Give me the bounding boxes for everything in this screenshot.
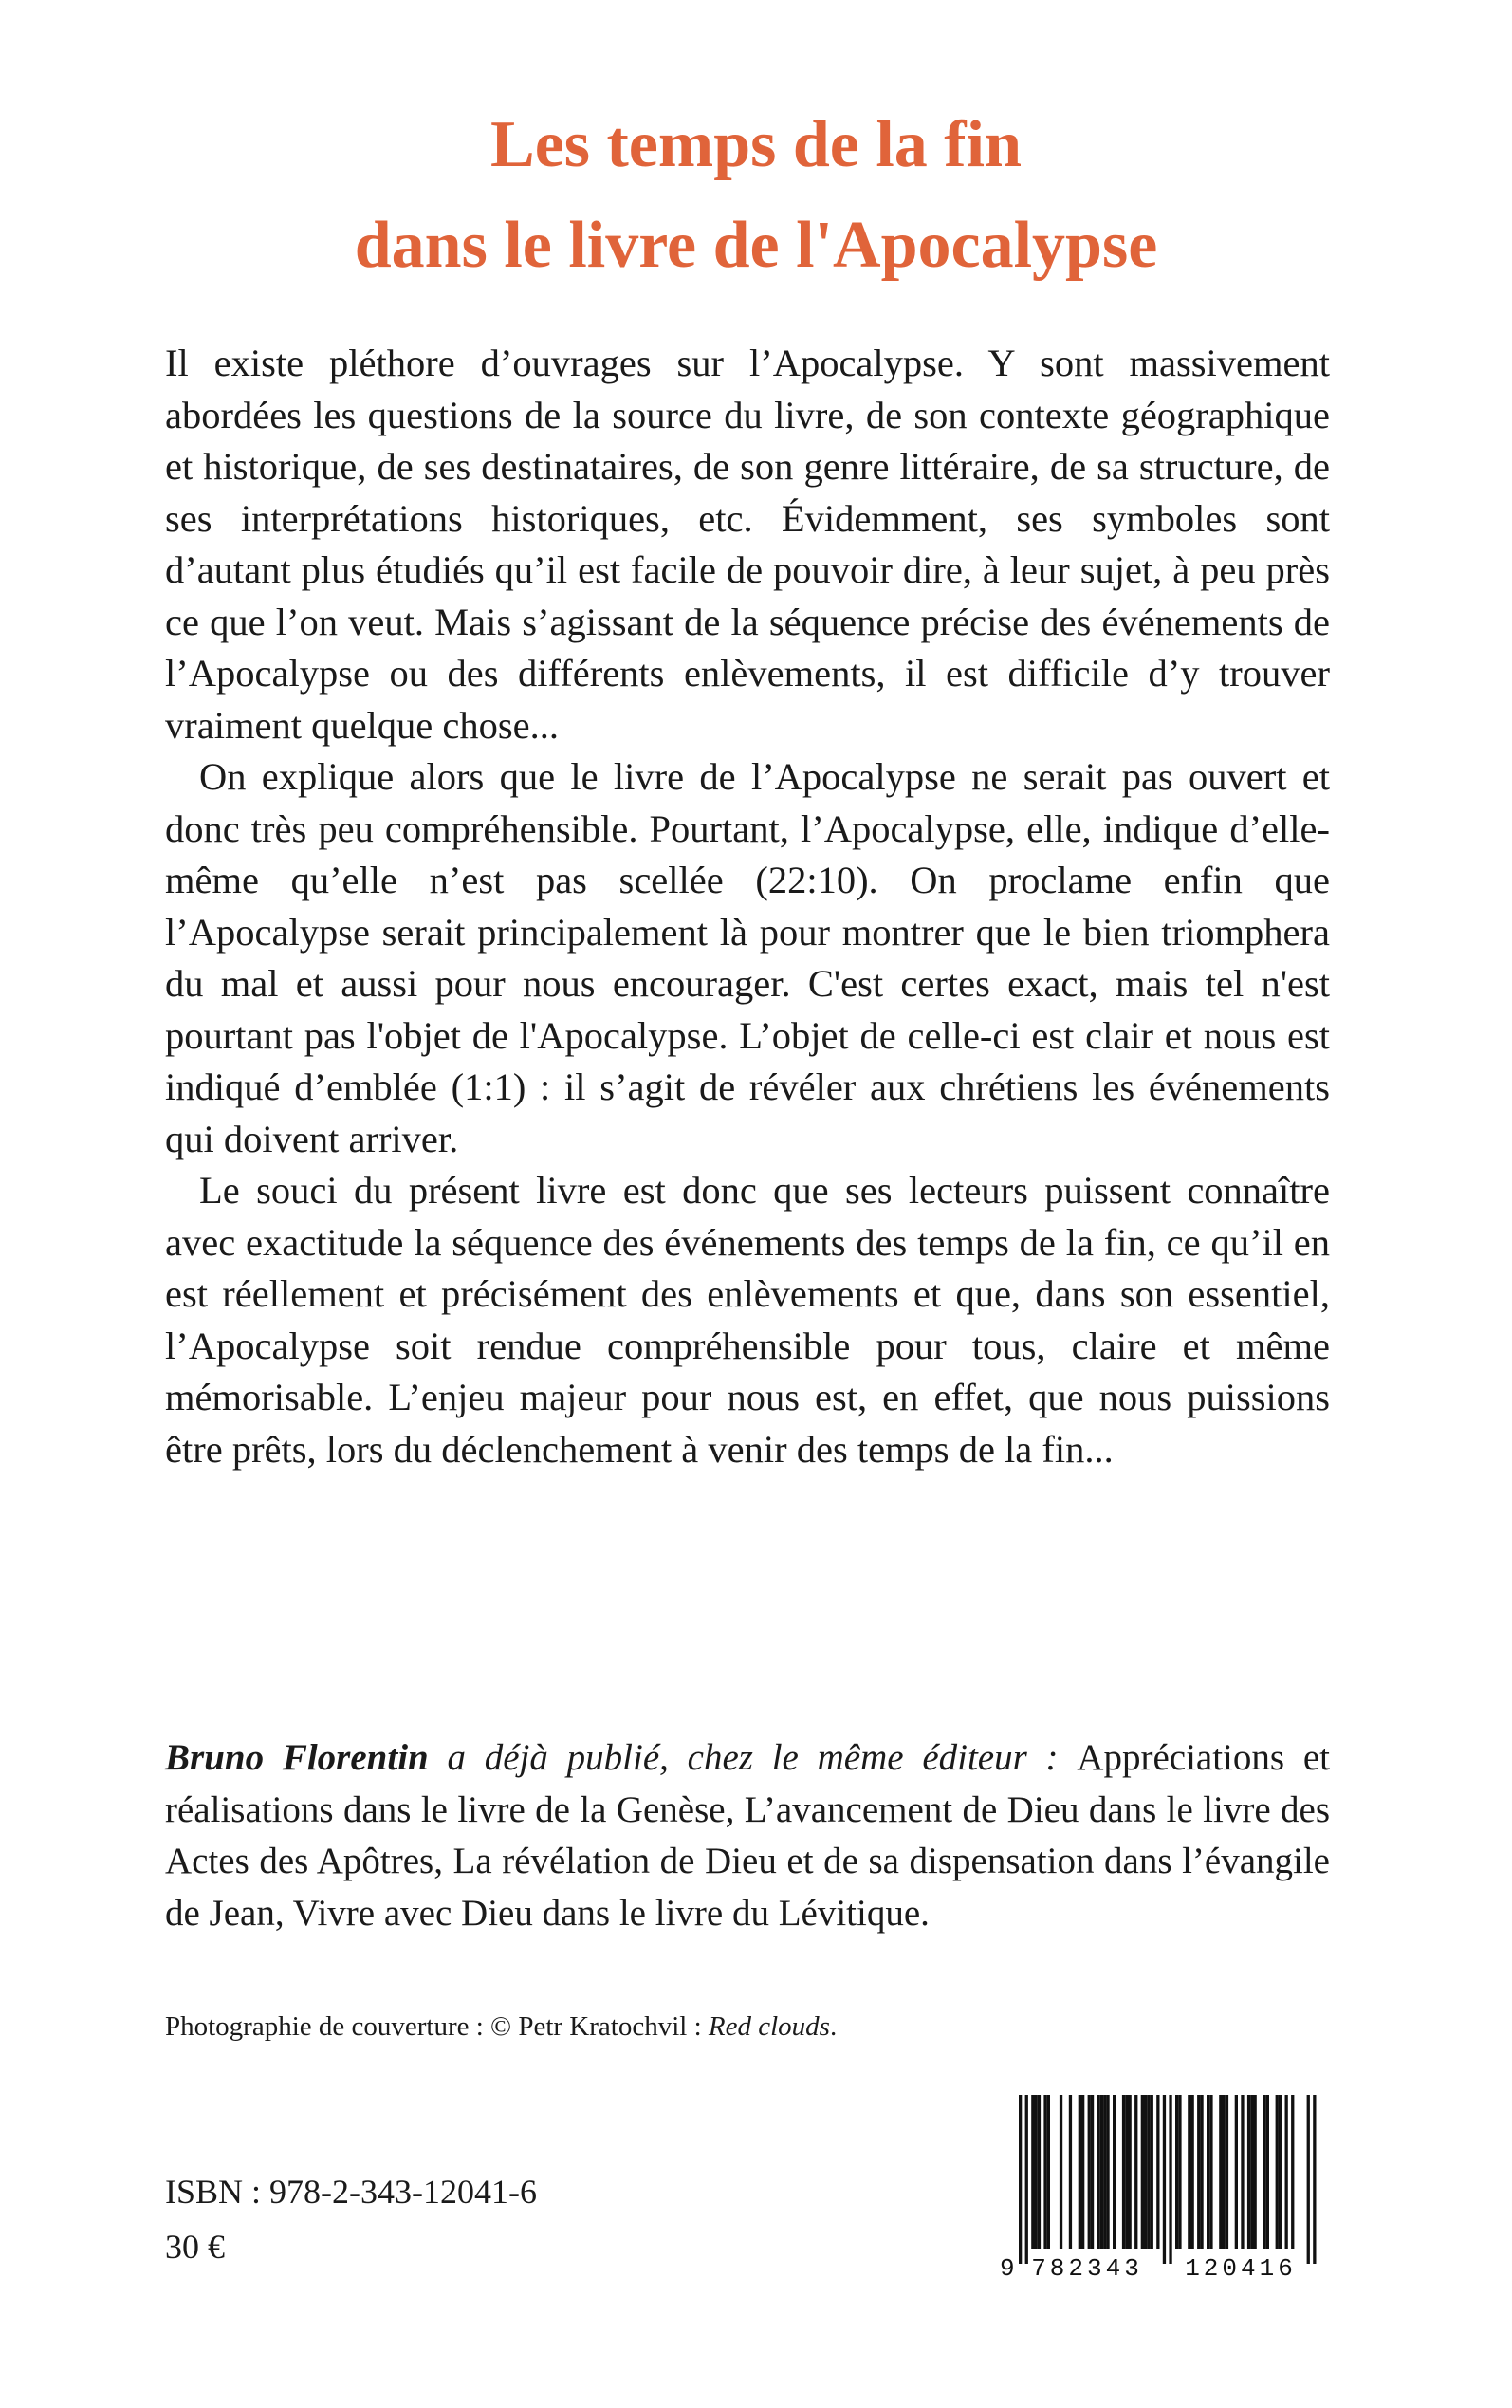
barcode-bar: [1226, 2095, 1228, 2249]
barcode-bar: [1163, 2095, 1166, 2264]
barcode-bar: [1025, 2095, 1028, 2264]
book-title-line-2: dans le livre de l'Apocalypse: [354, 209, 1158, 282]
barcode-bar: [1307, 2095, 1310, 2264]
barcode-bar: [1144, 2095, 1147, 2249]
barcode-bar: [1279, 2095, 1282, 2249]
barcode-bar: [1207, 2095, 1209, 2249]
price: 30 €: [165, 2228, 225, 2266]
barcode-digits-left: 782343: [1031, 2254, 1143, 2281]
author-bibliography: [165, 1732, 1330, 1939]
summary-paragraph-2: On explique alors que le livre de l’Apocalypse ne serait pas ouvert et donc très peu compréhensible. Pourtant, l’Apocalypse, elle, indique d’elle-même qu’elle n’est pas scellée (22:10). On proclame enfin que l’Apocalypse serait principalement là pour montrer que le bien triomphera du mal et aussi pour nous encourager. C'est certes exact, mais tel n'est pourtant pas l'objet de l'Apocalypse. L’objet de celle-ci est clair et nous est indiqué d’emblée (1:1) : il s’agit de révéler aux chrétiens les événements qui doivent arriver.: [165, 755, 1330, 1160]
barcode-bar: [1100, 2095, 1103, 2249]
barcode-bar: [1276, 2095, 1279, 2249]
barcode-bar: [1113, 2095, 1116, 2249]
barcode-bar: [1191, 2095, 1194, 2249]
barcode-bar: [1079, 2095, 1081, 2249]
photo-credit-work: Red clouds: [708, 2011, 830, 2042]
barcode-bar: [1250, 2095, 1253, 2249]
barcode-bar: [1188, 2095, 1190, 2249]
author-intro: a déjà publié, chez le même éditeur :: [428, 1737, 1078, 1778]
barcode-digit-first: 9: [1000, 2254, 1015, 2281]
barcode-bar: [1031, 2095, 1034, 2249]
barcode-bar: [1091, 2095, 1094, 2249]
barcode-bar: [1081, 2095, 1084, 2249]
isbn-number: ISBN : 978-2-343-12041-6: [165, 2173, 537, 2211]
barcode-bar: [1178, 2095, 1181, 2249]
photo-credit-suffix: .: [829, 2011, 838, 2042]
barcode-bar: [1088, 2095, 1091, 2249]
barcode-bar: [1038, 2095, 1041, 2249]
barcode-bar: [1247, 2095, 1250, 2249]
book-title-line-1: Les temps de la fin: [490, 108, 1022, 181]
barcode-bar: [1235, 2095, 1238, 2249]
photo-credit: [165, 2010, 837, 2044]
barcode-bar: [1197, 2095, 1200, 2249]
barcode-bar: [1043, 2095, 1046, 2249]
barcode: [998, 2095, 1332, 2281]
barcode-bar: [1019, 2095, 1022, 2264]
summary-text: [165, 338, 1330, 1475]
barcode-bar: [1209, 2095, 1212, 2249]
barcode-bar: [1266, 2095, 1269, 2249]
barcode-bar: [1291, 2095, 1294, 2249]
barcode-bar: [1151, 2095, 1153, 2249]
barcode-bar: [1035, 2095, 1038, 2249]
barcode-bar: [1106, 2095, 1109, 2249]
barcode-bar: [1241, 2095, 1244, 2249]
barcode-bar: [1129, 2095, 1132, 2249]
barcode-graphic: [998, 2095, 1332, 2281]
barcode-bar: [1219, 2095, 1222, 2249]
barcode-bar: [1060, 2095, 1062, 2249]
summary-paragraph-1: Il existe pléthore d’ouvrages sur l’Apocalypse. Y sont massivement abordées les questions de la source du livre, de son contexte géographique et historique, de ses destinataires, de son genre littéraire, de sa structure, de ses interprétations historiques, etc. Évidemment, ses symboles sont d’autant plus étudiés qu’il est facile de pouvoir dire, à leur sujet, à peu près ce que l’on veut. Mais s’agissant de la séquence précise des événements de l’Apocalypse ou des différents enlèvements, il est difficile d’y trouver vraiment quelque chose...: [165, 342, 1330, 747]
barcode-bar: [1200, 2095, 1203, 2249]
barcode-bar: [1254, 2095, 1257, 2249]
barcode-bar: [1125, 2095, 1128, 2249]
summary-paragraph-3: Le souci du présent livre est donc que ses lecteurs puissent connaître avec exactitude la séquence des événements des temps de la fin, ce qu’il en est réellement et précisément des enlèvements et que, dans son essentiel, l’Apocalypse soit rendue compréhensible pour tous, claire et même mémorisable. L’enjeu majeur pour nous est, en effet, que nous puissions être prêts, lors du déclenchement à venir des temps de la fin...: [165, 1169, 1330, 1471]
barcode-digits-right: 120416: [1185, 2254, 1297, 2281]
barcode-bar: [1069, 2095, 1072, 2249]
barcode-bar: [1313, 2095, 1316, 2264]
author-bibliography-paragraph: [165, 1732, 1330, 1939]
barcode-bar: [1263, 2095, 1265, 2249]
barcode-bar: [1223, 2095, 1226, 2249]
barcode-bar: [1103, 2095, 1106, 2249]
author-works: Appréciations et réalisations dans le livre de la Genèse, L’avancement de Dieu dans le livre des Actes des Apôtres, La révélation de Dieu et de sa dispensation dans l’évangile de Jean, Vivre avec Dieu dans le livre du Lévitique.: [165, 1737, 1330, 1934]
barcode-bar: [1147, 2095, 1150, 2249]
barcode-bar: [1134, 2095, 1137, 2249]
barcode-bar: [1285, 2095, 1288, 2249]
photo-credit-prefix: Photographie de couverture : © Petr Kratochvil :: [165, 2011, 709, 2042]
barcode-bar: [1122, 2095, 1125, 2249]
barcode-bar: [1169, 2095, 1171, 2264]
barcode-bar: [1097, 2095, 1100, 2249]
barcode-bar: [1175, 2095, 1178, 2249]
barcode-bars: [1019, 2095, 1317, 2264]
barcode-bar: [1047, 2095, 1050, 2249]
barcode-bar: [1156, 2095, 1159, 2249]
book-title: [0, 95, 1512, 296]
barcode-bar: [1141, 2095, 1144, 2249]
author-name: Bruno Florentin: [165, 1737, 429, 1778]
